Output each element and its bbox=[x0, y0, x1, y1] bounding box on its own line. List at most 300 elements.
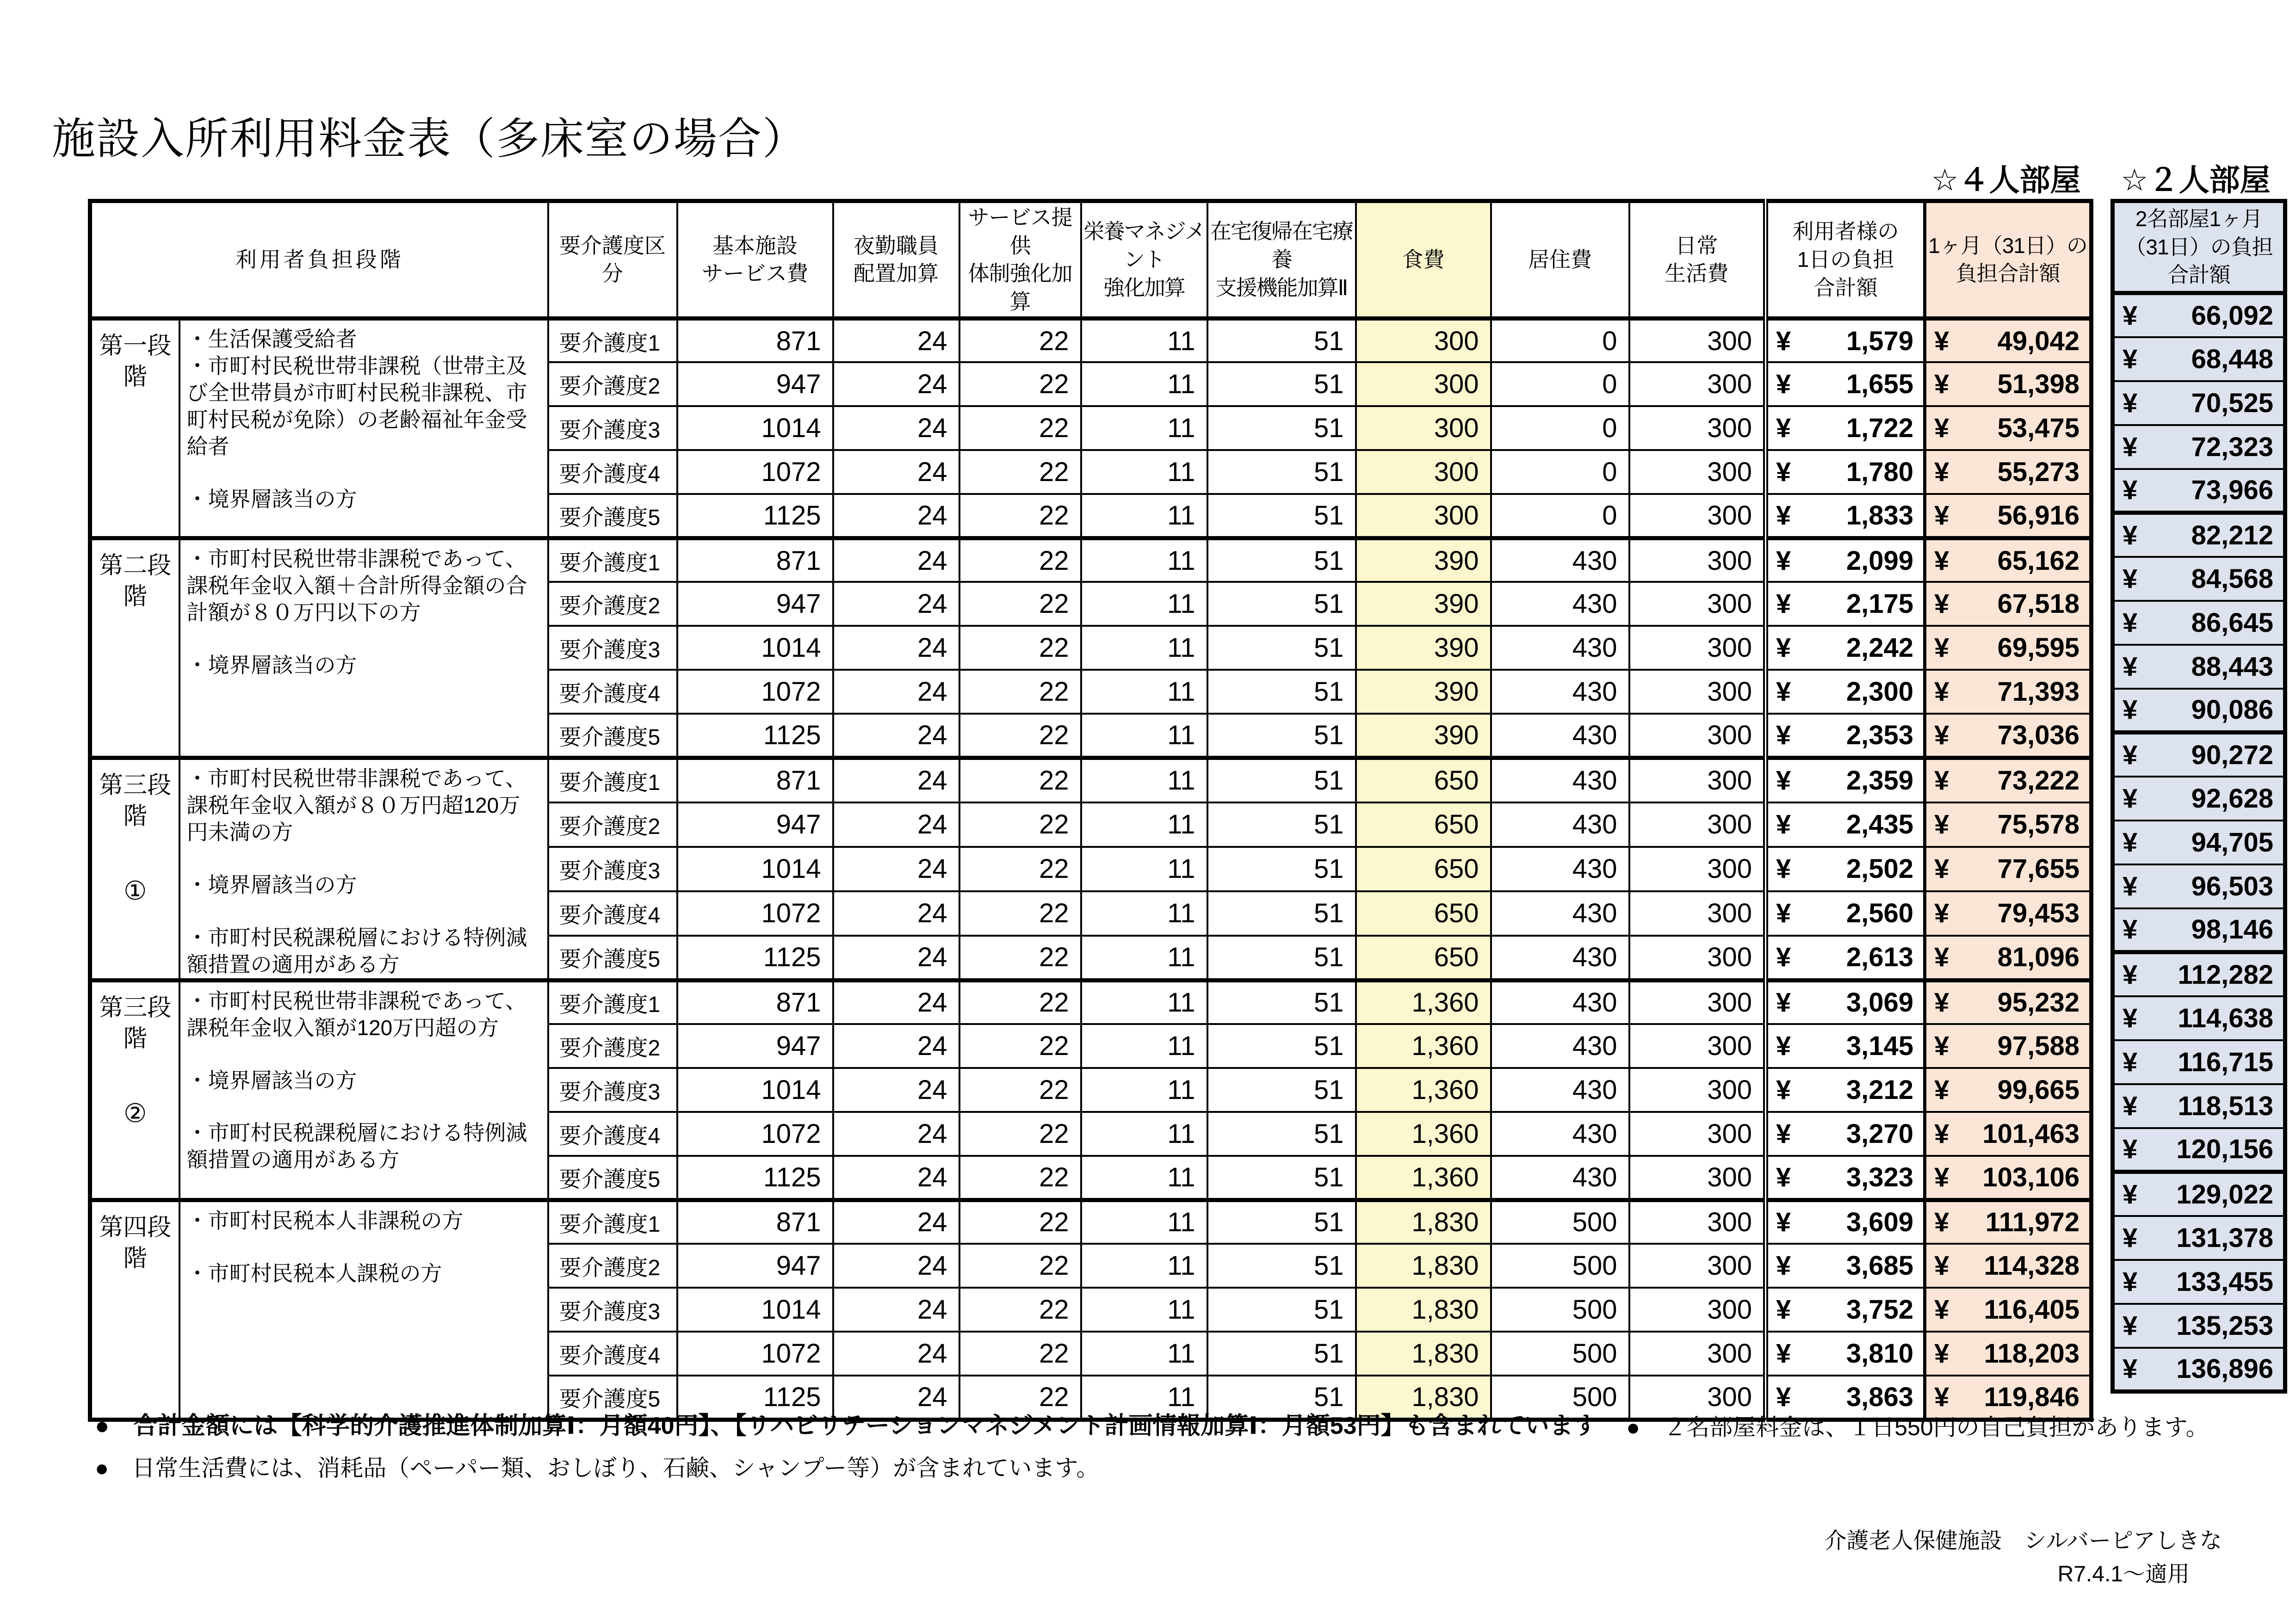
home-support-cell: 51 bbox=[1207, 802, 1356, 847]
service-system-cell: 22 bbox=[959, 980, 1081, 1024]
home-support-cell: 51 bbox=[1207, 626, 1356, 670]
stage-label-cell bbox=[90, 538, 179, 758]
amount-value: 99,665 bbox=[1997, 1075, 2079, 1105]
base-fee-cell: 871 bbox=[677, 980, 833, 1024]
month-total-cell bbox=[1925, 494, 2092, 538]
month-total-cell bbox=[1925, 714, 2092, 758]
residence-cost-cell: 430 bbox=[1491, 1068, 1629, 1112]
night-staff-cell: 24 bbox=[833, 1068, 959, 1112]
table-body bbox=[90, 318, 2092, 1419]
residence-cost-cell: 0 bbox=[1491, 318, 1629, 362]
yen-amount bbox=[2115, 1047, 2283, 1078]
food-cost-cell: 390 bbox=[1356, 670, 1491, 714]
stage-description-line bbox=[187, 460, 541, 486]
yen-amount bbox=[1927, 369, 2089, 400]
yen-amount bbox=[2115, 300, 2283, 331]
stage-name: 第二段階 bbox=[99, 552, 172, 611]
month-total-cell bbox=[1925, 318, 2092, 362]
grade-cell: 要介護度1 bbox=[548, 538, 677, 582]
column-header-day-total: 利用者様の 1日の負担 合計額 bbox=[1766, 201, 1925, 319]
service-system-cell: 22 bbox=[959, 1068, 1081, 1112]
yen-sign: ¥ bbox=[1776, 854, 1791, 884]
residence-cost-cell: 500 bbox=[1491, 1332, 1629, 1376]
yen-sign: ¥ bbox=[1934, 633, 1949, 663]
two-person-total-cell bbox=[2113, 1260, 2285, 1304]
food-cost-cell: 1,830 bbox=[1356, 1244, 1491, 1288]
amount-value: 118,203 bbox=[1984, 1339, 2079, 1369]
amount-value: 133,455 bbox=[2176, 1266, 2273, 1297]
amount-value: 73,036 bbox=[1997, 720, 2079, 751]
amount-value: 112,282 bbox=[2178, 959, 2273, 990]
nutrition-cell: 11 bbox=[1081, 1156, 1207, 1200]
nutrition-cell: 11 bbox=[1081, 582, 1207, 626]
daily-living-cost-cell: 300 bbox=[1629, 1068, 1766, 1112]
day-total-cell bbox=[1766, 714, 1925, 758]
yen-amount bbox=[2115, 783, 2283, 814]
amount-value: 72,323 bbox=[2191, 432, 2273, 462]
grade-cell: 要介護度2 bbox=[548, 582, 677, 626]
yen-amount bbox=[1769, 326, 1923, 357]
base-fee-cell: 947 bbox=[677, 1244, 833, 1288]
amount-value: 81,096 bbox=[1997, 942, 2079, 973]
food-cost-cell: 1,360 bbox=[1356, 1112, 1491, 1156]
table-row bbox=[90, 318, 2092, 362]
yen-amount bbox=[2115, 959, 2283, 990]
yen-sign: ¥ bbox=[1776, 1339, 1791, 1369]
yen-sign: ¥ bbox=[2123, 475, 2138, 506]
header-row bbox=[90, 201, 2092, 319]
yen-amount bbox=[1927, 1031, 2089, 1061]
amount-value: 82,212 bbox=[2191, 520, 2273, 550]
daily-living-cost-cell: 300 bbox=[1629, 758, 1766, 802]
yen-sign: ¥ bbox=[2123, 1003, 2138, 1033]
yen-sign: ¥ bbox=[2123, 300, 2138, 331]
stage-label-cell bbox=[90, 1200, 179, 1419]
home-support-cell: 51 bbox=[1207, 318, 1356, 362]
yen-sign: ¥ bbox=[1934, 942, 1949, 973]
yen-sign: ¥ bbox=[1776, 589, 1791, 619]
stage-description-line: ・市町村民税世帯非課税であって、課税年金収入額が120万円超の方 bbox=[186, 988, 527, 1040]
yen-amount bbox=[1927, 632, 2089, 663]
base-fee-cell: 1014 bbox=[677, 406, 833, 450]
amount-value: 90,272 bbox=[2191, 740, 2273, 770]
service-system-cell: 22 bbox=[959, 1200, 1081, 1244]
yen-amount bbox=[2115, 871, 2283, 902]
amount-value: 53,475 bbox=[1997, 413, 2079, 444]
yen-amount bbox=[1927, 1162, 2089, 1193]
day-total-cell bbox=[1766, 318, 1925, 362]
nutrition-cell: 11 bbox=[1081, 318, 1207, 362]
daily-living-cost-cell: 300 bbox=[1629, 1200, 1766, 1244]
grade-cell: 要介護度3 bbox=[548, 1068, 677, 1112]
food-cost-cell: 650 bbox=[1356, 891, 1491, 936]
food-cost-cell: 1,830 bbox=[1356, 1376, 1491, 1419]
residence-cost-cell: 430 bbox=[1491, 891, 1629, 936]
yen-amount bbox=[1769, 1338, 1923, 1369]
food-cost-cell: 300 bbox=[1356, 362, 1491, 406]
yen-sign: ¥ bbox=[1934, 677, 1949, 707]
yen-sign: ¥ bbox=[1776, 1075, 1791, 1105]
base-fee-cell: 871 bbox=[677, 538, 833, 582]
yen-sign: ¥ bbox=[2123, 388, 2138, 418]
service-system-cell: 22 bbox=[959, 1156, 1081, 1200]
amount-value: 84,568 bbox=[2191, 563, 2273, 594]
stage-name: 第三段階 bbox=[99, 771, 172, 830]
grade-cell: 要介護度2 bbox=[548, 1244, 677, 1288]
table-row bbox=[90, 980, 2092, 1024]
table-row bbox=[2113, 469, 2285, 513]
table-body bbox=[2113, 293, 2285, 1392]
food-cost-cell: 1,360 bbox=[1356, 980, 1491, 1024]
column-header-residence: 居住費 bbox=[1491, 201, 1629, 319]
yen-sign: ¥ bbox=[2123, 563, 2138, 594]
yen-sign: ¥ bbox=[1934, 809, 1949, 840]
amount-value: 2,560 bbox=[1846, 898, 1913, 929]
home-support-cell: 51 bbox=[1207, 936, 1356, 980]
amount-value: 51,398 bbox=[1997, 369, 2079, 400]
yen-amount bbox=[1927, 457, 2089, 488]
nutrition-cell: 11 bbox=[1081, 1200, 1207, 1244]
food-cost-cell: 1,360 bbox=[1356, 1024, 1491, 1068]
stage-description-line: ・境界層該当の方 bbox=[186, 1068, 357, 1092]
grade-cell: 要介護度5 bbox=[548, 1376, 677, 1419]
amount-value: 2,435 bbox=[1846, 809, 1913, 840]
yen-amount bbox=[1927, 853, 2089, 884]
daily-living-cost-cell: 300 bbox=[1629, 1024, 1766, 1068]
amount-value: 70,525 bbox=[2191, 388, 2273, 418]
two-person-total-cell bbox=[2113, 821, 2285, 864]
yen-amount bbox=[1769, 1118, 1923, 1149]
daily-living-cost-cell: 300 bbox=[1629, 318, 1766, 362]
day-total-cell bbox=[1766, 1244, 1925, 1288]
stage-description-cell bbox=[179, 758, 548, 980]
yen-amount bbox=[2115, 1003, 2283, 1034]
amount-value: 136,896 bbox=[2176, 1354, 2273, 1384]
column-header-grade: 要介護度区分 bbox=[548, 201, 677, 319]
service-system-cell: 22 bbox=[959, 1288, 1081, 1332]
day-total-cell bbox=[1766, 1288, 1925, 1332]
yen-sign: ¥ bbox=[1934, 1207, 1949, 1238]
yen-amount bbox=[1769, 809, 1923, 840]
nutrition-cell: 11 bbox=[1081, 450, 1207, 494]
yen-amount bbox=[1927, 413, 2089, 444]
yen-amount bbox=[2115, 651, 2283, 682]
day-total-cell bbox=[1766, 891, 1925, 936]
yen-sign: ¥ bbox=[2123, 827, 2138, 858]
home-support-cell: 51 bbox=[1207, 582, 1356, 626]
stage-description-line bbox=[187, 1094, 541, 1120]
yen-sign: ¥ bbox=[2123, 1266, 2138, 1297]
residence-cost-cell: 430 bbox=[1491, 714, 1629, 758]
grade-cell: 要介護度4 bbox=[548, 891, 677, 936]
night-staff-cell: 24 bbox=[833, 626, 959, 670]
note-two-person-surcharge: ● ２名部屋料金は、１日550円の自己負担があります。 bbox=[1626, 1414, 2209, 1440]
nutrition-cell: 11 bbox=[1081, 494, 1207, 538]
column-header-stage: 利用者負担段階 bbox=[90, 201, 548, 319]
fee-table-grid bbox=[88, 199, 2093, 1422]
nutrition-cell: 11 bbox=[1081, 936, 1207, 980]
yen-sign: ¥ bbox=[1934, 326, 1949, 356]
stage-description-cell bbox=[179, 318, 548, 538]
nutrition-cell: 11 bbox=[1081, 1112, 1207, 1156]
nutrition-cell: 11 bbox=[1081, 980, 1207, 1024]
yen-amount bbox=[2115, 694, 2283, 725]
daily-living-cost-cell: 300 bbox=[1629, 714, 1766, 758]
yen-amount bbox=[1769, 1162, 1923, 1193]
day-total-cell bbox=[1766, 406, 1925, 450]
yen-amount bbox=[2115, 914, 2283, 945]
table-row bbox=[2113, 777, 2285, 821]
yen-amount bbox=[2115, 1222, 2283, 1253]
facility-name: 介護老人保健施設 シルバーピアしきな bbox=[1824, 1529, 2222, 1553]
amount-value: 103,106 bbox=[1982, 1162, 2079, 1192]
yen-sign: ¥ bbox=[1776, 326, 1791, 356]
nutrition-cell: 11 bbox=[1081, 802, 1207, 847]
nutrition-cell: 11 bbox=[1081, 1068, 1207, 1112]
month-total-cell bbox=[1925, 538, 2092, 582]
table-row bbox=[2113, 425, 2285, 469]
two-person-total-cell bbox=[2113, 1128, 2285, 1172]
night-staff-cell: 24 bbox=[833, 1332, 959, 1376]
base-fee-cell: 1014 bbox=[677, 1288, 833, 1332]
residence-cost-cell: 430 bbox=[1491, 538, 1629, 582]
night-staff-cell: 24 bbox=[833, 1024, 959, 1068]
nutrition-cell: 11 bbox=[1081, 714, 1207, 758]
day-total-cell bbox=[1766, 1156, 1925, 1200]
service-system-cell: 22 bbox=[959, 1024, 1081, 1068]
base-fee-cell: 1072 bbox=[677, 1332, 833, 1376]
amount-value: 3,069 bbox=[1846, 987, 1913, 1018]
yen-sign: ¥ bbox=[1934, 1251, 1949, 1281]
yen-sign: ¥ bbox=[1934, 987, 1949, 1018]
month-total-cell bbox=[1925, 626, 2092, 670]
food-cost-cell: 300 bbox=[1356, 494, 1491, 538]
table-row bbox=[2113, 601, 2285, 645]
yen-amount bbox=[1927, 326, 2089, 357]
service-system-cell: 22 bbox=[959, 1112, 1081, 1156]
yen-sign: ¥ bbox=[2123, 520, 2138, 550]
food-cost-cell: 650 bbox=[1356, 847, 1491, 891]
amount-value: 116,715 bbox=[2178, 1047, 2273, 1077]
yen-sign: ¥ bbox=[2123, 914, 2138, 945]
yen-sign: ¥ bbox=[2123, 695, 2138, 725]
home-support-cell: 51 bbox=[1207, 538, 1356, 582]
table-row bbox=[2113, 513, 2285, 557]
table-row bbox=[2113, 908, 2285, 952]
base-fee-cell: 1125 bbox=[677, 936, 833, 980]
daily-living-cost-cell: 300 bbox=[1629, 1156, 1766, 1200]
amount-value: 56,916 bbox=[1997, 500, 2079, 531]
yen-sign: ¥ bbox=[1776, 1295, 1791, 1325]
column-header-base: 基本施設 サービス費 bbox=[677, 201, 833, 319]
yen-sign: ¥ bbox=[1776, 1162, 1791, 1192]
month-total-cell bbox=[1925, 1200, 2092, 1244]
column-header-nutrition: 栄養マネジメント 強化加算 bbox=[1081, 201, 1207, 319]
grade-cell: 要介護度4 bbox=[548, 670, 677, 714]
yen-amount bbox=[1927, 720, 2089, 751]
amount-value: 3,752 bbox=[1846, 1295, 1913, 1325]
nutrition-cell: 11 bbox=[1081, 1288, 1207, 1332]
service-system-cell: 22 bbox=[959, 1244, 1081, 1288]
amount-value: 3,685 bbox=[1846, 1251, 1913, 1281]
yen-amount bbox=[1769, 1294, 1923, 1325]
daily-living-cost-cell: 300 bbox=[1629, 626, 1766, 670]
stage-label-cell bbox=[90, 980, 179, 1200]
yen-amount bbox=[1769, 676, 1923, 707]
daily-living-cost-cell: 300 bbox=[1629, 1112, 1766, 1156]
table-row bbox=[90, 1200, 2092, 1244]
yen-sign: ¥ bbox=[1934, 765, 1949, 796]
table-row bbox=[2113, 996, 2285, 1040]
daily-living-cost-cell: 300 bbox=[1629, 406, 1766, 450]
nutrition-cell: 11 bbox=[1081, 538, 1207, 582]
base-fee-cell: 1125 bbox=[677, 1376, 833, 1419]
night-staff-cell: 24 bbox=[833, 494, 959, 538]
column-header-two-person: 2名部屋1ヶ月 （31日）の負担 合計額 bbox=[2113, 201, 2285, 293]
yen-sign: ¥ bbox=[1776, 545, 1791, 576]
amount-value: 1,780 bbox=[1846, 457, 1913, 488]
yen-amount bbox=[1769, 632, 1923, 663]
grade-cell: 要介護度1 bbox=[548, 1200, 677, 1244]
yen-amount bbox=[1769, 1382, 1923, 1413]
table-row bbox=[2113, 557, 2285, 601]
amount-value: 129,022 bbox=[2176, 1179, 2273, 1210]
yen-sign: ¥ bbox=[2123, 1354, 2138, 1384]
amount-value: 65,162 bbox=[1997, 545, 2079, 576]
table-row bbox=[2113, 1216, 2285, 1260]
night-staff-cell: 24 bbox=[833, 980, 959, 1024]
amount-value: 135,253 bbox=[2176, 1310, 2273, 1341]
page-title: 施設入所利用料金表（多床室の場合） bbox=[52, 114, 807, 163]
two-person-total-cell bbox=[2113, 777, 2285, 821]
daily-living-cost-cell: 300 bbox=[1629, 1244, 1766, 1288]
yen-sign: ¥ bbox=[1776, 500, 1791, 531]
yen-sign: ¥ bbox=[1934, 457, 1949, 488]
month-total-cell bbox=[1925, 1244, 2092, 1288]
two-person-total-cell bbox=[2113, 557, 2285, 601]
food-cost-cell: 390 bbox=[1356, 714, 1491, 758]
base-fee-cell: 1072 bbox=[677, 1112, 833, 1156]
two-person-total-cell bbox=[2113, 337, 2285, 381]
night-staff-cell: 24 bbox=[833, 891, 959, 936]
yen-amount bbox=[2115, 740, 2283, 771]
amount-value: 1,655 bbox=[1846, 369, 1913, 400]
base-fee-cell: 871 bbox=[677, 758, 833, 802]
yen-sign: ¥ bbox=[2123, 740, 2138, 770]
yen-amount bbox=[1769, 457, 1923, 488]
yen-amount bbox=[1769, 898, 1923, 929]
table-row bbox=[2113, 821, 2285, 864]
food-cost-cell: 1,360 bbox=[1356, 1156, 1491, 1200]
home-support-cell: 51 bbox=[1207, 980, 1356, 1024]
yen-sign: ¥ bbox=[1934, 1382, 1949, 1412]
home-support-cell: 51 bbox=[1207, 494, 1356, 538]
home-support-cell: 51 bbox=[1207, 1112, 1356, 1156]
nutrition-cell: 11 bbox=[1081, 406, 1207, 450]
yen-amount bbox=[1927, 809, 2089, 840]
night-staff-cell: 24 bbox=[833, 1200, 959, 1244]
service-system-cell: 22 bbox=[959, 1332, 1081, 1376]
food-cost-cell: 1,830 bbox=[1356, 1332, 1491, 1376]
month-total-cell bbox=[1925, 1156, 2092, 1200]
daily-living-cost-cell: 300 bbox=[1629, 670, 1766, 714]
day-total-cell bbox=[1766, 1200, 1925, 1244]
night-staff-cell: 24 bbox=[833, 670, 959, 714]
stage-description-cell bbox=[179, 980, 548, 1200]
night-staff-cell: 24 bbox=[833, 1112, 959, 1156]
amount-value: 88,443 bbox=[2191, 651, 2273, 682]
month-total-cell bbox=[1925, 670, 2092, 714]
base-fee-cell: 1072 bbox=[677, 670, 833, 714]
residence-cost-cell: 430 bbox=[1491, 582, 1629, 626]
residence-cost-cell: 0 bbox=[1491, 406, 1629, 450]
food-cost-cell: 300 bbox=[1356, 450, 1491, 494]
fee-table bbox=[88, 199, 2093, 1422]
home-support-cell: 51 bbox=[1207, 891, 1356, 936]
residence-cost-cell: 500 bbox=[1491, 1244, 1629, 1288]
two-person-total-cell bbox=[2113, 733, 2285, 777]
table-row bbox=[2113, 1348, 2285, 1392]
two-person-total-cell bbox=[2113, 601, 2285, 645]
nutrition-cell: 11 bbox=[1081, 1024, 1207, 1068]
yen-amount bbox=[1927, 942, 2089, 973]
day-total-cell bbox=[1766, 670, 1925, 714]
nutrition-cell: 11 bbox=[1081, 891, 1207, 936]
amount-value: 2,175 bbox=[1846, 589, 1913, 619]
residence-cost-cell: 430 bbox=[1491, 980, 1629, 1024]
food-cost-cell: 300 bbox=[1356, 318, 1491, 362]
day-total-cell bbox=[1766, 1024, 1925, 1068]
yen-sign: ¥ bbox=[2123, 432, 2138, 462]
two-person-total-cell bbox=[2113, 908, 2285, 952]
amount-value: 77,655 bbox=[1997, 854, 2079, 884]
two-person-total-cell bbox=[2113, 1216, 2285, 1260]
table-row bbox=[90, 538, 2092, 582]
table-row bbox=[2113, 1128, 2285, 1172]
stage-name: 第一段階 bbox=[99, 332, 172, 391]
yen-amount bbox=[1769, 545, 1923, 576]
stage-description-line: ・境界層該当の方 bbox=[186, 872, 357, 897]
header-row bbox=[2113, 201, 2285, 293]
nutrition-cell: 11 bbox=[1081, 1376, 1207, 1419]
service-system-cell: 22 bbox=[959, 891, 1081, 936]
two-person-total-cell bbox=[2113, 1172, 2285, 1216]
amount-value: 66,092 bbox=[2191, 300, 2273, 331]
yen-sign: ¥ bbox=[1934, 854, 1949, 884]
two-person-total-cell bbox=[2113, 1304, 2285, 1348]
yen-sign: ¥ bbox=[1934, 898, 1949, 929]
yen-amount bbox=[1927, 1118, 2089, 1149]
food-cost-cell: 650 bbox=[1356, 802, 1491, 847]
month-total-cell bbox=[1925, 582, 2092, 626]
yen-amount bbox=[1927, 545, 2089, 576]
amount-value: 111,972 bbox=[1985, 1207, 2079, 1238]
yen-sign: ¥ bbox=[2123, 871, 2138, 901]
yen-amount bbox=[1927, 765, 2089, 796]
base-fee-cell: 947 bbox=[677, 1024, 833, 1068]
yen-sign: ¥ bbox=[1934, 1162, 1949, 1192]
service-system-cell: 22 bbox=[959, 758, 1081, 802]
two-person-total-cell bbox=[2113, 645, 2285, 689]
service-system-cell: 22 bbox=[959, 802, 1081, 847]
month-total-cell bbox=[1925, 891, 2092, 936]
daily-living-cost-cell: 300 bbox=[1629, 980, 1766, 1024]
yen-amount bbox=[2115, 1266, 2283, 1297]
amount-value: 97,588 bbox=[1997, 1031, 2079, 1061]
yen-amount bbox=[1927, 1338, 2089, 1369]
nutrition-cell: 11 bbox=[1081, 847, 1207, 891]
daily-living-cost-cell: 300 bbox=[1629, 891, 1766, 936]
